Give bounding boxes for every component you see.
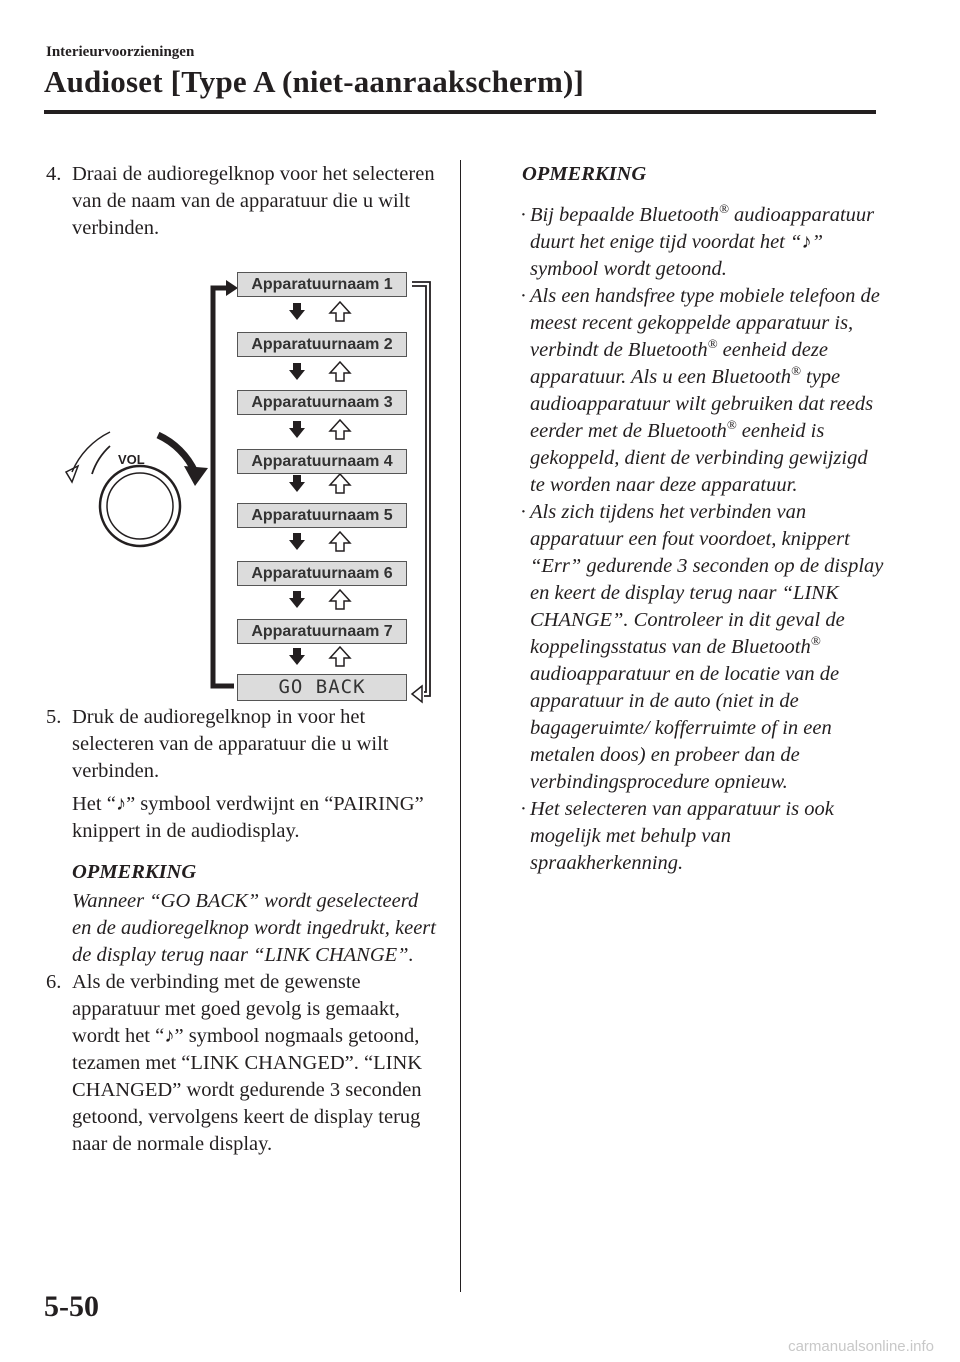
note-bullet-1: [504, 202, 884, 283]
bullet-2-a: Als een handsfree type mobiele telefoon de meest recent gekoppelde apparatuur is, verbindt de Bluetooth: [530, 285, 880, 361]
registered-mark: ®: [810, 633, 821, 649]
registered-mark: ®: [719, 201, 729, 217]
step-5-text: Druk de audioregelknop in voor het selecteren van de apparatuur die u wilt verbinden.: [72, 706, 389, 782]
note-bullet-3: [504, 499, 884, 796]
bullet-2-c: type audioapparatuur wilt gebruiken dat reeds eerder met de Bluetooth: [530, 366, 874, 442]
device-name-4: Apparatuurnaam 4: [237, 449, 407, 474]
bullet-dot: ·: [520, 204, 527, 226]
vol-label: VOL: [118, 452, 145, 467]
bullet-4-text: Het selecteren van apparatuur is ook mogelijk met behulp van spraakherkenning.: [530, 798, 834, 874]
registered-mark: ®: [726, 417, 737, 433]
note-bullet-2: [504, 283, 884, 499]
registered-mark: ®: [707, 336, 718, 352]
note-text: Wanneer “GO BACK” wordt geselecteerd en de audioregelknop wordt ingedrukt, keert de display terug naar “LINK CHANGE”.: [72, 890, 436, 966]
note-bullet-4: [504, 796, 884, 877]
music-note-icon: ♪: [164, 1025, 175, 1047]
go-back-label: GO BACK: [237, 674, 407, 701]
bullet-3-a: Als zich tijdens het verbinden van apparatuur een fout voordoet, knippert “Err” gedurende 3 seconden op de display en keert de display terug naar “LINK CHANGE”. Controleer in dit geval de koppelingsstatus van de Bluetooth: [530, 501, 884, 658]
step-6: [46, 969, 441, 1158]
step-4-text: Draai de audioregelknop voor het selecteren van de naam van de apparatuur die u wilt verbinden.: [72, 163, 435, 239]
knob-group: [66, 432, 208, 546]
note-title-right: OPMERKING: [522, 163, 647, 185]
step-6-number: 6.: [46, 971, 62, 993]
bullet-1-c: ” symbool wordt getoond.: [530, 231, 824, 280]
loop-forward-arrow: [412, 282, 430, 702]
device-name-2: Apparatuurnaam 2: [237, 332, 407, 357]
device-name-3: Apparatuurnaam 3: [237, 390, 407, 415]
step-5-sub: [72, 791, 441, 845]
step-5: [46, 704, 441, 845]
device-name-6: Apparatuurnaam 6: [237, 561, 407, 586]
device-name-1: Apparatuurnaam 1: [237, 272, 407, 297]
bullet-2-b: eenheid deze apparatuur. Als u een Bluetooth: [530, 339, 828, 388]
loop-back-arrow: [213, 280, 238, 686]
step-5-sub-after: ” symbool verdwijnt en “PAIRING” knippert in de audiodisplay.: [72, 793, 424, 842]
registered-mark: ®: [791, 363, 801, 379]
step-5-number: 5.: [46, 706, 62, 728]
note-go-back: [72, 859, 441, 969]
step-4-number: 4.: [46, 163, 62, 185]
bullet-dot: ·: [520, 501, 527, 523]
device-name-7: Apparatuurnaam 7: [237, 619, 407, 644]
column-divider: [460, 160, 461, 1292]
section-label: Interieurvoorzieningen: [46, 44, 195, 60]
step-4: [46, 161, 441, 242]
step-6-after: ” symbool nogmaals getoond, tezamen met “LINK CHANGED”. “LINK CHANGED” wordt gedurende 3 seconden getoond, vervolgens keert de display terug naar de normale display.: [72, 1025, 423, 1155]
device-selection-diagram: [50, 260, 450, 710]
music-note-icon: ♪: [801, 231, 812, 253]
bullet-dot: ·: [520, 798, 527, 820]
bullet-2-d: eenheid is gekoppeld, dient de verbinding gewijzigd te worden naar deze apparatuur.: [530, 420, 868, 496]
bullet-1-a: Bij bepaalde Bluetooth: [530, 204, 720, 226]
step-6-before: Als de verbinding met de gewenste apparatuur met goed gevolg is gemaakt, wordt het “: [72, 971, 400, 1047]
device-name-5: Apparatuurnaam 5: [237, 503, 407, 528]
music-note-icon: ♪: [115, 793, 127, 815]
watermark: carmanualsonline.info: [788, 1338, 934, 1355]
bullet-dot: ·: [520, 285, 527, 307]
page-number: 5-50: [44, 1290, 99, 1323]
page-title: Audioset [Type A (niet-aanraakscherm)]: [44, 64, 585, 99]
step-5-sub-before: Het “: [72, 793, 116, 815]
bullet-1-b: audioapparatuur duurt het enige tijd voordat het “: [530, 204, 875, 253]
note-title: OPMERKING: [72, 861, 197, 883]
bullet-3-b: audioapparatuur en de locatie van de apparatuur in de auto (niet in de bagageruimte/ kofferruimte of in een metalen doos) en probeer dan de verbindingsprocedure opnieuw.: [530, 663, 840, 793]
right-column: [504, 161, 884, 877]
title-rule: [44, 110, 876, 114]
